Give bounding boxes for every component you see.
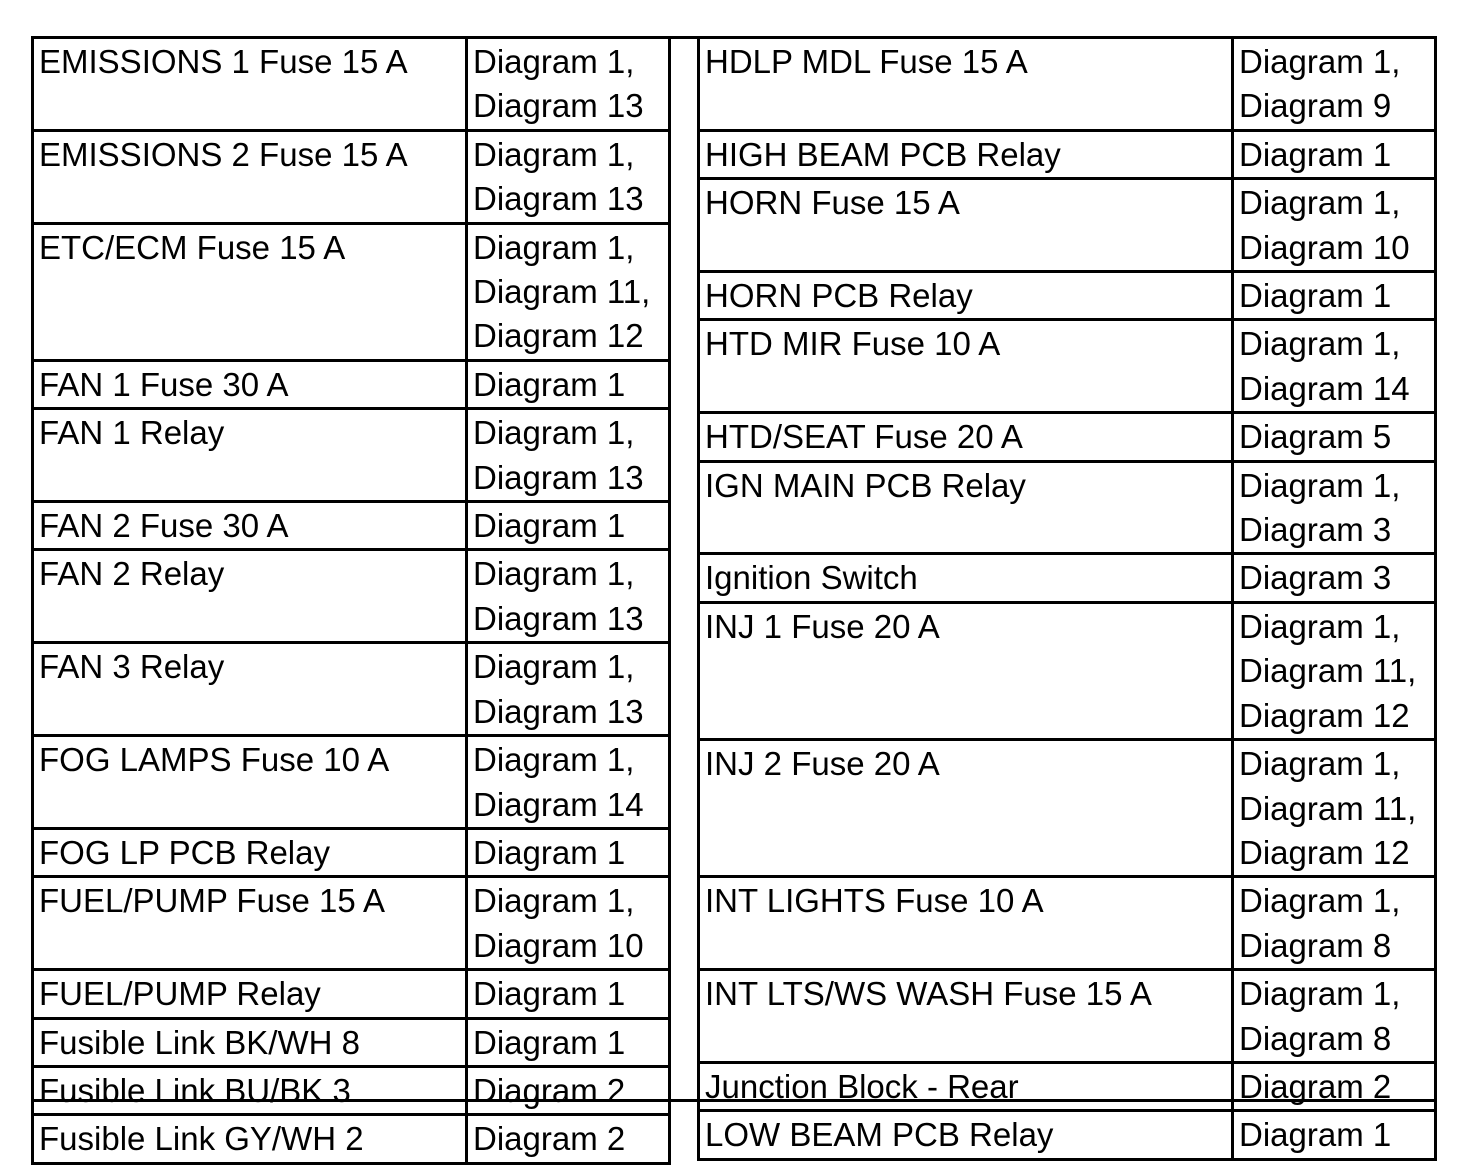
- table-row: [33, 877, 670, 970]
- component-name-cell: Fusible Link BK/WH 8: [33, 1018, 467, 1066]
- diagram-ref-cell: Diagram 1, Diagram 14: [467, 736, 670, 829]
- component-name-cell: HIGH BEAM PCB Relay: [699, 130, 1233, 178]
- component-name-cell: Fusible Link GY/WH 2: [33, 1115, 467, 1163]
- component-name-cell: HTD MIR Fuse 10 A: [699, 320, 1233, 413]
- component-name-cell: FAN 1 Fuse 30 A: [33, 360, 467, 408]
- diagram-ref-cell: Diagram 1: [467, 1018, 670, 1066]
- diagram-ref-cell: Diagram 1: [467, 828, 670, 876]
- component-name-cell: IGN MAIN PCB Relay: [699, 461, 1233, 554]
- table-row: [33, 828, 670, 876]
- diagram-ref-cell: Diagram 1, Diagram 13: [467, 643, 670, 736]
- diagram-ref-cell: Diagram 1, Diagram 13: [467, 550, 670, 643]
- component-name-cell: FAN 3 Relay: [33, 643, 467, 736]
- table-row: [33, 409, 670, 502]
- diagram-ref-cell: Diagram 1, Diagram 11, Diagram 12: [1233, 740, 1436, 877]
- table-row: [699, 1062, 1436, 1110]
- diagram-ref-cell: Diagram 1: [1233, 1111, 1436, 1159]
- component-name-cell: EMISSIONS 1 Fuse 15 A: [33, 38, 467, 131]
- component-name-cell: FOG LP PCB Relay: [33, 828, 467, 876]
- diagram-ref-cell: Diagram 1, Diagram 8: [1233, 877, 1436, 970]
- table-row: [33, 130, 670, 223]
- diagram-ref-cell: Diagram 3: [1233, 554, 1436, 602]
- table-row: [33, 550, 670, 643]
- diagram-ref-cell: Diagram 2: [467, 1115, 670, 1163]
- table-row: [699, 740, 1436, 877]
- diagram-ref-cell: Diagram 5: [1233, 413, 1436, 461]
- diagram-ref-cell: Diagram 1, Diagram 14: [1233, 320, 1436, 413]
- table-row: [33, 1115, 670, 1163]
- diagram-ref-cell: Diagram 2: [1233, 1062, 1436, 1110]
- table-row: [33, 1066, 670, 1114]
- table-row: [33, 643, 670, 736]
- component-name-cell: Ignition Switch: [699, 554, 1233, 602]
- table-row: [699, 970, 1436, 1063]
- diagram-ref-cell: Diagram 1: [1233, 130, 1436, 178]
- table-row: [699, 413, 1436, 461]
- component-name-cell: FUEL/PUMP Fuse 15 A: [33, 877, 467, 970]
- table-row: [699, 179, 1436, 272]
- component-name-cell: INJ 2 Fuse 20 A: [699, 740, 1233, 877]
- component-name-cell: HDLP MDL Fuse 15 A: [699, 38, 1233, 131]
- component-name-cell: FAN 2 Relay: [33, 550, 467, 643]
- component-name-cell: INT LTS/WS WASH Fuse 15 A: [699, 970, 1233, 1063]
- diagram-ref-cell: Diagram 1: [467, 502, 670, 550]
- diagram-ref-cell: Diagram 1: [467, 360, 670, 408]
- table-row: [33, 736, 670, 829]
- component-name-cell: LOW BEAM PCB Relay: [699, 1111, 1233, 1159]
- table-row: [699, 1111, 1436, 1159]
- component-name-cell: FAN 1 Relay: [33, 409, 467, 502]
- table-row: [699, 461, 1436, 554]
- component-name-cell: FOG LAMPS Fuse 10 A: [33, 736, 467, 829]
- component-name-cell: ETC/ECM Fuse 15 A: [33, 223, 467, 360]
- left-index-table: [31, 36, 671, 1158]
- component-name-cell: HORN Fuse 15 A: [699, 179, 1233, 272]
- diagram-ref-cell: Diagram 1, Diagram 10: [1233, 179, 1436, 272]
- diagram-ref-cell: Diagram 1, Diagram 9: [1233, 38, 1436, 131]
- component-name-cell: Junction Block - Rear: [699, 1062, 1233, 1110]
- table-row: [699, 877, 1436, 970]
- table-row: [33, 38, 670, 131]
- diagram-ref-cell: Diagram 1, Diagram 3: [1233, 461, 1436, 554]
- table-row: [699, 272, 1436, 320]
- left-index-grid: [31, 36, 671, 1165]
- table-row: [699, 602, 1436, 739]
- diagram-ref-cell: Diagram 1, Diagram 13: [467, 38, 670, 131]
- table-row: [699, 320, 1436, 413]
- table-row: [699, 554, 1436, 602]
- diagram-ref-cell: Diagram 1, Diagram 13: [467, 409, 670, 502]
- component-name-cell: INT LIGHTS Fuse 10 A: [699, 877, 1233, 970]
- diagram-ref-cell: Diagram 1, Diagram 10: [467, 877, 670, 970]
- table-row: [33, 502, 670, 550]
- component-name-cell: Fusible Link BU/BK 3: [33, 1066, 467, 1114]
- component-name-cell: FAN 2 Fuse 30 A: [33, 502, 467, 550]
- diagram-ref-cell: Diagram 2: [467, 1066, 670, 1114]
- table-row: [699, 130, 1436, 178]
- component-name-cell: HORN PCB Relay: [699, 272, 1233, 320]
- diagram-ref-cell: Diagram 1: [1233, 272, 1436, 320]
- diagram-ref-cell: Diagram 1: [467, 970, 670, 1018]
- table-row: [33, 970, 670, 1018]
- diagram-ref-cell: Diagram 1, Diagram 11, Diagram 12: [467, 223, 670, 360]
- component-name-cell: INJ 1 Fuse 20 A: [699, 602, 1233, 739]
- diagram-ref-cell: Diagram 1, Diagram 13: [467, 130, 670, 223]
- diagram-ref-cell: Diagram 1, Diagram 8: [1233, 970, 1436, 1063]
- table-row: [33, 1018, 670, 1066]
- component-name-cell: FUEL/PUMP Relay: [33, 970, 467, 1018]
- table-row: [699, 38, 1436, 131]
- diagram-ref-cell: Diagram 1, Diagram 11, Diagram 12: [1233, 602, 1436, 739]
- right-index-grid: [697, 36, 1437, 1161]
- component-name-cell: EMISSIONS 2 Fuse 15 A: [33, 130, 467, 223]
- component-name-cell: HTD/SEAT Fuse 20 A: [699, 413, 1233, 461]
- table-row: [33, 360, 670, 408]
- table-row: [33, 223, 670, 360]
- column-divider: [668, 36, 671, 1102]
- right-index-table: [697, 36, 1437, 1154]
